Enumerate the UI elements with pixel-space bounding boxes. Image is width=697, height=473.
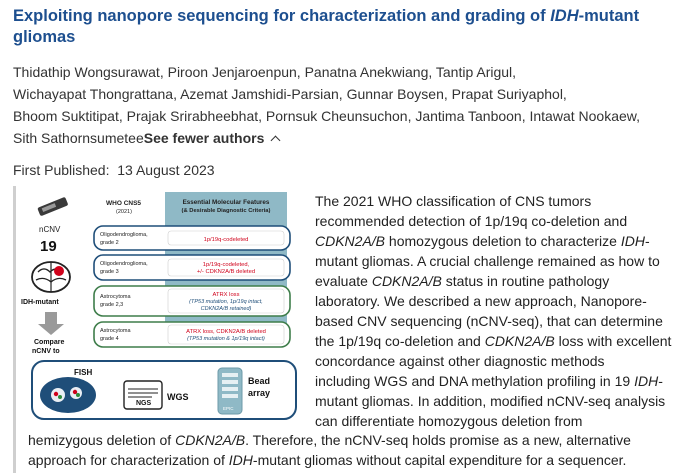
essential-header: Essential Molecular Features [182, 199, 270, 206]
compare-label: Compare [34, 339, 65, 346]
graphical-abstract-figure[interactable] [18, 192, 308, 428]
last-author: Sith Sathornsumetee [13, 130, 144, 146]
abstract-line: the 1p/19q co-deletion and CDKN2A/B loss with excellent [315, 333, 672, 349]
svg-text:array: array [248, 388, 271, 398]
svg-text:Bead: Bead [248, 376, 271, 386]
table-row [94, 226, 290, 250]
svg-text:+/- CDKN2A/B deleted: +/- CDKN2A/B deleted [196, 269, 256, 275]
abstract-line: mutant gliomas. A crucial challenge remained as how to [315, 253, 660, 269]
sample-count: 19 [40, 238, 57, 255]
abstract-line: hemizygous deletion of CDKN2A/B. Therefore, the nCNV-seq holds promise as a new, alternative [28, 432, 631, 448]
abstract-text [315, 191, 693, 431]
svg-text:1p/19q-codeleted: 1p/19q-codeleted [203, 237, 249, 243]
article-title[interactable]: Exploiting nanopore sequencing for characterization and grading of IDH-mutant gliomas [13, 7, 640, 46]
publication-date: First Published: 13 August 2023 [13, 162, 215, 178]
svg-text:grade 2,3: grade 2,3 [100, 302, 124, 308]
abstract-line: based CNV sequencing (nCNV-seq), that can determine [315, 313, 663, 329]
essential-header-2: (& Desirable Diagnostic Criteria) [181, 208, 271, 214]
compare-label-2: nCNV to [32, 348, 60, 355]
svg-text:FISH: FISH [74, 368, 93, 377]
svg-text:Astrocytoma: Astrocytoma [100, 328, 131, 334]
abstract-line: can differentiate homozygous deletion from [315, 413, 583, 429]
abstract-line: recommended detection of 1p/19q co-deletion and [315, 213, 628, 229]
svg-text:Oligodendroglioma,: Oligodendroglioma, [100, 261, 148, 267]
chevron-up-icon [271, 136, 281, 146]
abstract-line: evaluate CDKN2A/B status in routine pathology [315, 273, 610, 289]
svg-text:grade 4: grade 4 [100, 336, 119, 342]
svg-text:Astrocytoma: Astrocytoma [100, 294, 131, 300]
svg-text:grade 3: grade 3 [100, 269, 119, 275]
svg-text:(TP53 mutation & 1p/19q intact: (TP53 mutation & 1p/19q intact) [187, 336, 265, 342]
abstract-line: including WGS and DNA methylation profiling in 19 IDH- [315, 373, 663, 389]
abstract-line: The 2021 WHO classification of CNS tumors [315, 193, 592, 209]
comparison-methods-box [32, 361, 296, 419]
fish-icon [40, 377, 96, 413]
svg-text:EPIC: EPIC [223, 406, 234, 411]
ncnv-label: nCNV [39, 225, 61, 234]
who-header: WHO CNS5 [106, 200, 142, 207]
author-line: Bhoom Suktitipat, Prajak Srirabheebhat, Pornsuk Cheunsuchon, Jantima Tanboon, Intawat Nookaew, [13, 108, 641, 124]
author-line [13, 127, 693, 149]
abstract-line: laboratory. We described a new approach, Nanopore- [315, 293, 647, 309]
table-row [94, 322, 290, 347]
who-year: (2021) [116, 209, 132, 215]
author-list [13, 61, 693, 149]
abstract-line: CDKN2A/B homozygous deletion to characterize IDH- [315, 233, 650, 249]
svg-text:WGS: WGS [167, 392, 189, 402]
brain-icon [32, 262, 70, 292]
svg-text:1p/19q-codeleted,: 1p/19q-codeleted, [202, 262, 250, 268]
svg-text:(TP53 mutation, 1p/19q intact,: (TP53 mutation, 1p/19q intact, [189, 299, 263, 305]
down-arrow-icon [38, 312, 64, 335]
abstract-line: concordance against other diagnostic methods [315, 353, 605, 369]
table-row [94, 286, 290, 316]
svg-text:grade 2: grade 2 [100, 240, 119, 246]
abstract-line: mutant gliomas. In addition, modified nCNV-seq analysis [315, 393, 666, 409]
abstract-text-continued [28, 430, 693, 470]
idh-mutant-label: IDH-mutant [21, 299, 59, 306]
svg-text:ATRX loss: ATRX loss [212, 292, 240, 298]
see-fewer-authors-button[interactable]: See fewer authors [144, 130, 280, 146]
svg-text:CDKN2A/B retained): CDKN2A/B retained) [200, 306, 252, 312]
svg-text:NGS: NGS [136, 400, 152, 407]
author-line: Thidathip Wongsurawat, Piroon Jenjaroenpun, Panatna Anekwiang, Tantip Arigul, [13, 64, 517, 80]
nanopore-device-icon [37, 197, 68, 217]
abstract-line: approach for characterization of IDH-mutant gliomas without capital expenditure for a sequencer. [28, 452, 627, 468]
svg-text:Oligodendroglioma,: Oligodendroglioma, [100, 232, 148, 238]
author-line: Wichayapat Thongrattana, Azemat Jamshidi-Parsian, Gunnar Boysen, Prapat Suriyaphol, [13, 86, 567, 102]
table-row [94, 255, 290, 280]
svg-text:ATRX loss, CDKN2A/B deleted: ATRX loss, CDKN2A/B deleted [186, 329, 266, 335]
